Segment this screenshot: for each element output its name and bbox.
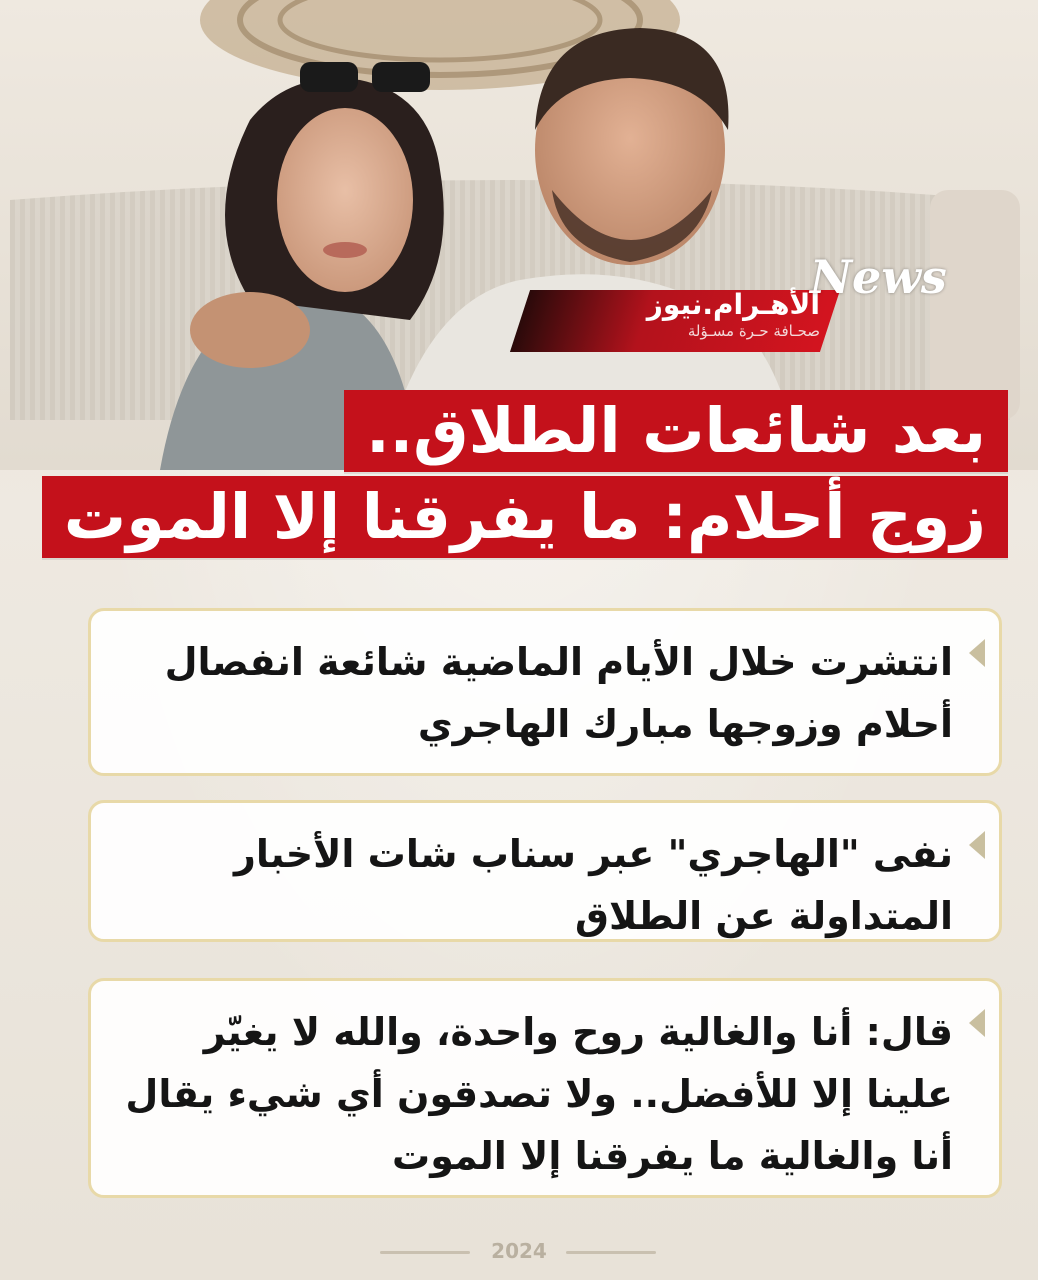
card-pointer-icon	[969, 1009, 985, 1037]
logo-tagline: صحـافة حـرة مسـؤلة	[687, 322, 820, 340]
headline	[28, 390, 1008, 558]
logo-news-text: News	[810, 250, 947, 304]
info-card-2	[88, 800, 1002, 942]
footer	[0, 1236, 1038, 1266]
info-card-text: انتشرت خلال الأيام الماضية شائعة انفصال أحلام وزوجها مبارك الهاجري	[164, 640, 953, 746]
headline-line-2: زوج أحلام: ما يفرقنا إلا الموت	[42, 476, 1008, 558]
info-card-3	[88, 978, 1002, 1198]
headline-line-1: بعد شائعات الطلاق..	[344, 390, 1008, 472]
footer-divider-right	[566, 1251, 656, 1254]
logo-title: الأهـرام.نيوز	[646, 288, 820, 321]
site-logo	[520, 250, 947, 370]
info-card-1	[88, 608, 1002, 776]
info-card-text: قال: أنا والغالية روح واحدة، والله لا يغيّر علينا إلا للأفضل.. ولا تصدقون أي شيء يقال أنا والغالية ما يفرقنا إلا الموت	[125, 1010, 953, 1178]
card-pointer-icon	[969, 639, 985, 667]
card-pointer-icon	[969, 831, 985, 859]
info-card-text: نفى "الهاجري" عبر سناب شات الأخبار المتداولة عن الطلاق	[234, 832, 953, 938]
footer-divider-left	[380, 1251, 470, 1254]
footer-year: 2024	[491, 1239, 547, 1263]
